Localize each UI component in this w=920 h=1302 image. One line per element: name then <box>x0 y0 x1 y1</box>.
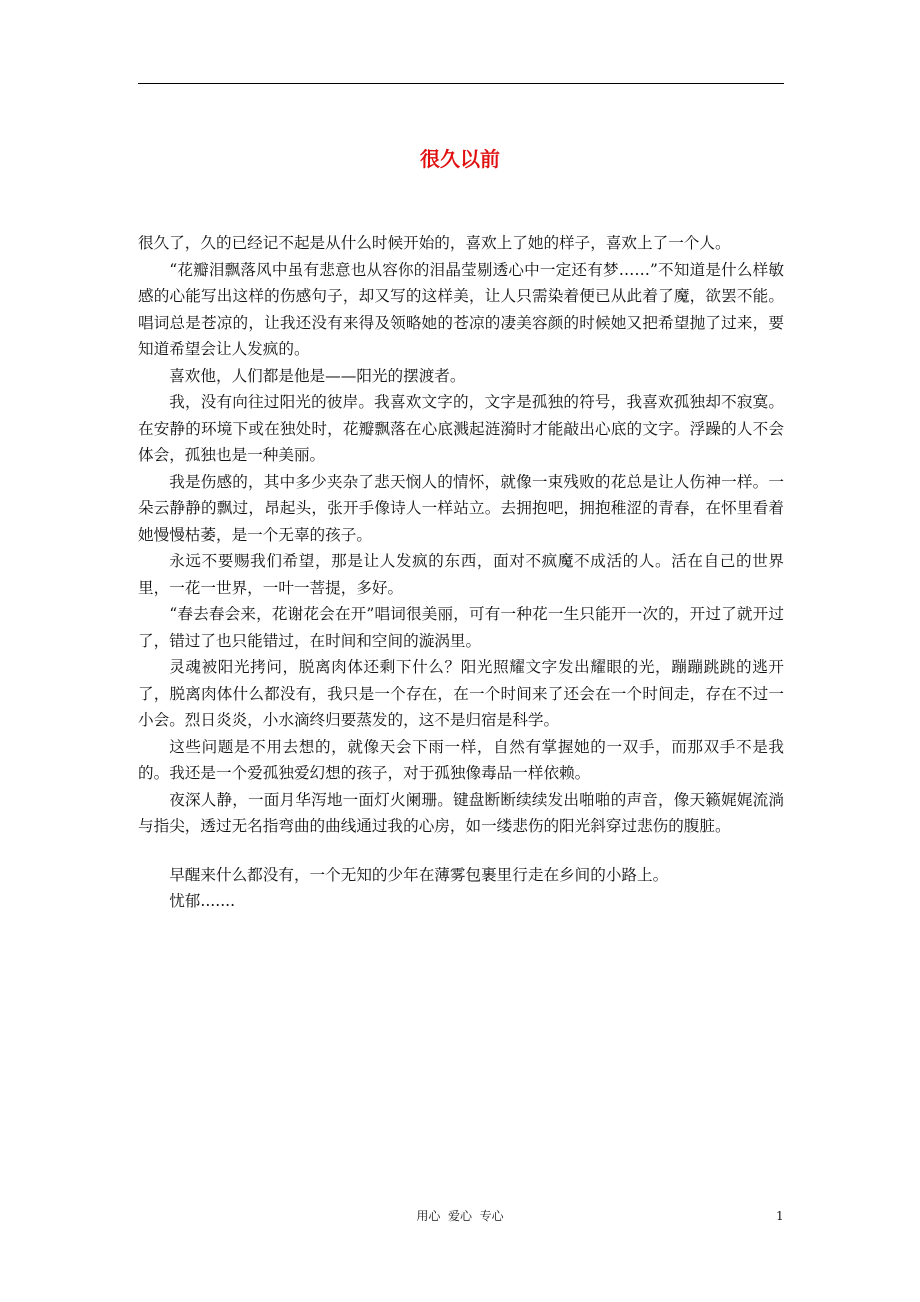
paragraph-10: 夜深人静，一面月华泻地一面灯火阑珊。键盘断断续续发出啪啪的声音，像天籁娓娓流淌与指尖，透过无名指弯曲的曲线通过我的心房，如一缕悲伤的阳光斜穿过悲伤的腹脏。 <box>138 790 784 835</box>
paragraph-11: 早醒来什么都没有，一个无知的少年在薄雾包裹里行走在乡间的小路上。 <box>169 865 669 884</box>
paragraph-8: 灵魂被阳光拷问，脱离肉体还剩下什么？阳光照耀文字发出耀眼的光，蹦蹦跳跳的逃开了，脱离肉体什么都没有，我只是一个存在，在一个时间来了还会在一个时间走，存在不过一小会。烈日炎炎，小水滴终归要蒸发的，这不是归宿是科学。 <box>138 658 784 729</box>
paragraph-3: 喜欢他，人们都是他是——阳光的摆渡者。 <box>169 366 466 385</box>
paragraph-5: 我是伤感的，其中多少夹杂了悲天悯人的情怀，就像一束残败的花总是让人伤神一样。一朵云静静的飘过，昂起头，张开手像诗人一样站立。去拥抱吧，拥抱稚涩的青春，在怀里看着她慢慢枯萎，是一个无辜的孩子。 <box>138 472 784 544</box>
paragraph-1: 很久了，久的已经记不起是从什么时候开始的，喜欢上了她的样子，喜欢上了一个人。 <box>138 234 731 252</box>
paragraph-6: 永远不要赐我们希望，那是让人发疯的东西，面对不疯魔不成活的人。活在自己的世界里，一花一世界，一叶一菩提，多好。 <box>138 552 784 597</box>
paragraph-12: 忧郁....... <box>169 892 236 910</box>
document-title: 很久以前 <box>420 147 500 171</box>
header-rule <box>138 83 784 84</box>
document-body <box>138 230 784 915</box>
paragraph-9: 这些问题是不用去想的，就像天会下雨一样，自然有掌握她的一双手，而那双手不是我的。我还是一个爱孤独爱幻想的孩子，对于孤独像毒品一样依赖。 <box>138 737 784 782</box>
page-number: 1 <box>776 1209 784 1223</box>
paragraph-7: “春去春会来，花谢花会在开”唱词很美丽，可有一种花一生只能开一次的，开过了就开过了，错过了也只能错过，在时间和空间的漩涡里。 <box>138 605 784 650</box>
paragraph-2: “花瓣泪飘落风中虽有悲意也从容你的泪晶莹剔透心中一定还有梦……”不知道是什么样敏感的心能写出这样的伤感句子，却又写的这样美，让人只需染着便已从此着了魔，欲罢不能。唱词总是苍凉的，让我还没有来得及领略她的苍凉的凄美容颜的时候她又把希望抛了过来，要知道希望会让人发疯的。 <box>138 260 784 358</box>
footer-motto: 用心 爱心 专心 <box>416 1209 504 1223</box>
paragraph-4: 我，没有向往过阳光的彼岸。我喜欢文字的，文字是孤独的符号，我喜欢孤独却不寂寞。在安静的环境下或在独处时，花瓣飘落在心底溅起涟漪时才能敲出心底的文字。浮躁的人不会体会，孤独也是一种美丽。 <box>138 393 784 464</box>
